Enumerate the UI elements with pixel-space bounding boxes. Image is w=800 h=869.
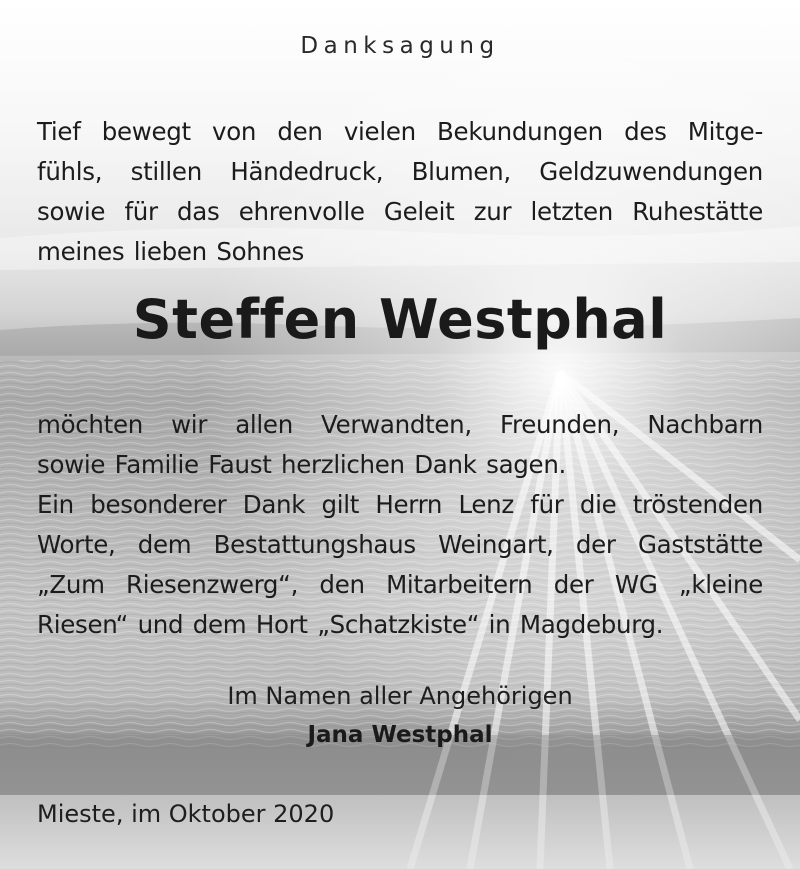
place-and-date: Mieste, im Oktober 2020	[37, 800, 335, 828]
text-line: Riesen“ und dem Hort „Schatzkiste“ in Magdeburg.	[37, 610, 664, 639]
text-line: meines lieben Sohnes	[37, 237, 304, 266]
thanks-paragraph	[37, 405, 763, 645]
text-line: möchten wir allen Verwandten, Freunden, Nachbarn	[37, 410, 763, 439]
text-line: sowie Familie Faust herzlichen Dank sagen.	[37, 450, 567, 479]
heading-danksagung: Danksagung	[300, 33, 500, 59]
text-line: Worte, dem Bestattungshaus Weingart, der Gaststätte	[37, 530, 763, 559]
signature-intro: Im Namen aller Angehörigen	[227, 682, 573, 710]
text-line: Tief bewegt von den vielen Bekundungen des Mitge-	[37, 117, 763, 146]
text-line: sowie für das ehrenvolle Geleit zur letzten Ruhestätte	[37, 197, 763, 226]
text-line: fühls, stillen Händedruck, Blumen, Geldzuwendungen	[37, 157, 763, 186]
deceased-name: Steffen Westphal	[132, 288, 668, 351]
intro-paragraph	[37, 112, 763, 272]
signature-name: Jana Westphal	[307, 722, 493, 748]
text-line: „Zum Riesenzwerg“, den Mitarbeitern der WG „kleine	[37, 570, 763, 599]
text-line: Ein besonderer Dank gilt Herrn Lenz für die tröstenden	[37, 490, 763, 519]
